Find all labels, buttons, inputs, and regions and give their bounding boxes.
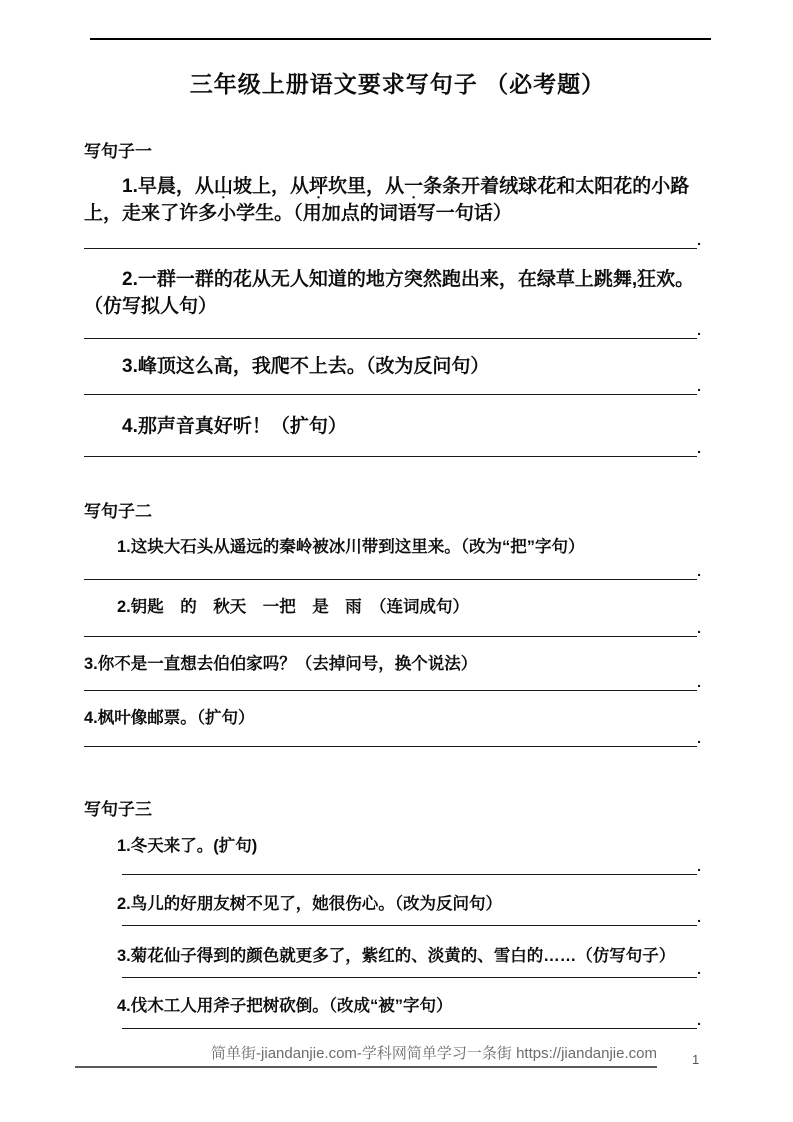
question-text: 2.一群一群的花从无人知道的地方突然跑出来，在绿草上跳舞,狂欢。（仿写拟人句） — [84, 269, 695, 317]
question-text: 1.冬天来了。(扩句) — [117, 837, 258, 855]
line-end-period: . — [697, 620, 701, 636]
page-title: 三年级上册语文要求写句子 （必考题） — [189, 71, 606, 97]
question-text: 3.你不是一直想去伯伯家吗？（去掉问号，换个说法） — [84, 655, 478, 673]
line-end-period: . — [697, 1012, 701, 1028]
footer-site-link[interactable]: 简单街-jiandanjie.com-学科网简单学习一条街 https://jiandanjie.com — [75, 1042, 657, 1068]
line-end-period: . — [697, 730, 701, 746]
answer-line — [84, 730, 701, 747]
question-text: 1.早晨，从山坡上，从坪坎里，从一条条开着绒球花和太阳花的小路上，走来了许多小学生。（用加点的词语写一句话） — [84, 176, 690, 224]
line-end-period: . — [697, 232, 701, 248]
question-text: 1.这块大石头从遥远的秦岭被冰川带到这里来。（改为“把”字句） — [117, 538, 585, 556]
answer-line — [84, 440, 701, 457]
answer-line — [84, 563, 701, 580]
answer-line — [84, 620, 701, 637]
dotted-emphasis-char: 从 — [289, 176, 309, 197]
section-two-header: 写句子二 — [84, 502, 152, 521]
section-one — [84, 137, 711, 457]
question-text: 4.枫叶像邮票。（扩句） — [84, 709, 255, 727]
line-end-period: . — [697, 563, 701, 579]
line-end-period: . — [697, 961, 701, 977]
dotted-emphasis-char: 从 — [385, 176, 405, 197]
line-end-period: . — [697, 440, 701, 456]
line-end-period: . — [697, 378, 701, 394]
answer-line — [84, 674, 701, 691]
question-text: 4.那声音真好听！（扩句） — [122, 416, 347, 437]
line-end-period: . — [697, 858, 701, 874]
answer-line — [122, 961, 701, 978]
answer-line — [84, 232, 701, 249]
question-text: 3.峰顶这么高，我爬不上去。（改为反问句） — [122, 356, 490, 377]
line-end-period: . — [697, 909, 701, 925]
section-two — [84, 497, 711, 747]
answer-line — [122, 858, 701, 875]
question-text: 2.鸟儿的好朋友树不见了，她很伤心。（改为反问句） — [117, 895, 503, 913]
page-number: 1 — [692, 1052, 700, 1067]
answer-line — [84, 322, 701, 339]
line-end-period: . — [697, 674, 701, 690]
question-text: 2.钥匙 的 秋天 一把 是 雨 （连词成句） — [117, 598, 470, 616]
section-three-header: 写句子三 — [84, 800, 152, 819]
question-text: 4.伐木工人用斧子把树砍倒。（改成“被”字句） — [117, 997, 453, 1015]
top-divider — [90, 38, 711, 40]
dotted-emphasis-char: 从 — [194, 176, 214, 197]
answer-line — [122, 909, 701, 926]
answer-line — [84, 378, 701, 395]
section-three — [84, 795, 711, 1029]
section-one-header: 写句子一 — [84, 142, 152, 161]
question-text: 3.菊花仙子得到的颜色就更多了，紫红的、淡黄的、雪白的……（仿写句子） — [117, 947, 676, 965]
answer-line — [122, 1012, 701, 1029]
line-end-period: . — [697, 322, 701, 338]
